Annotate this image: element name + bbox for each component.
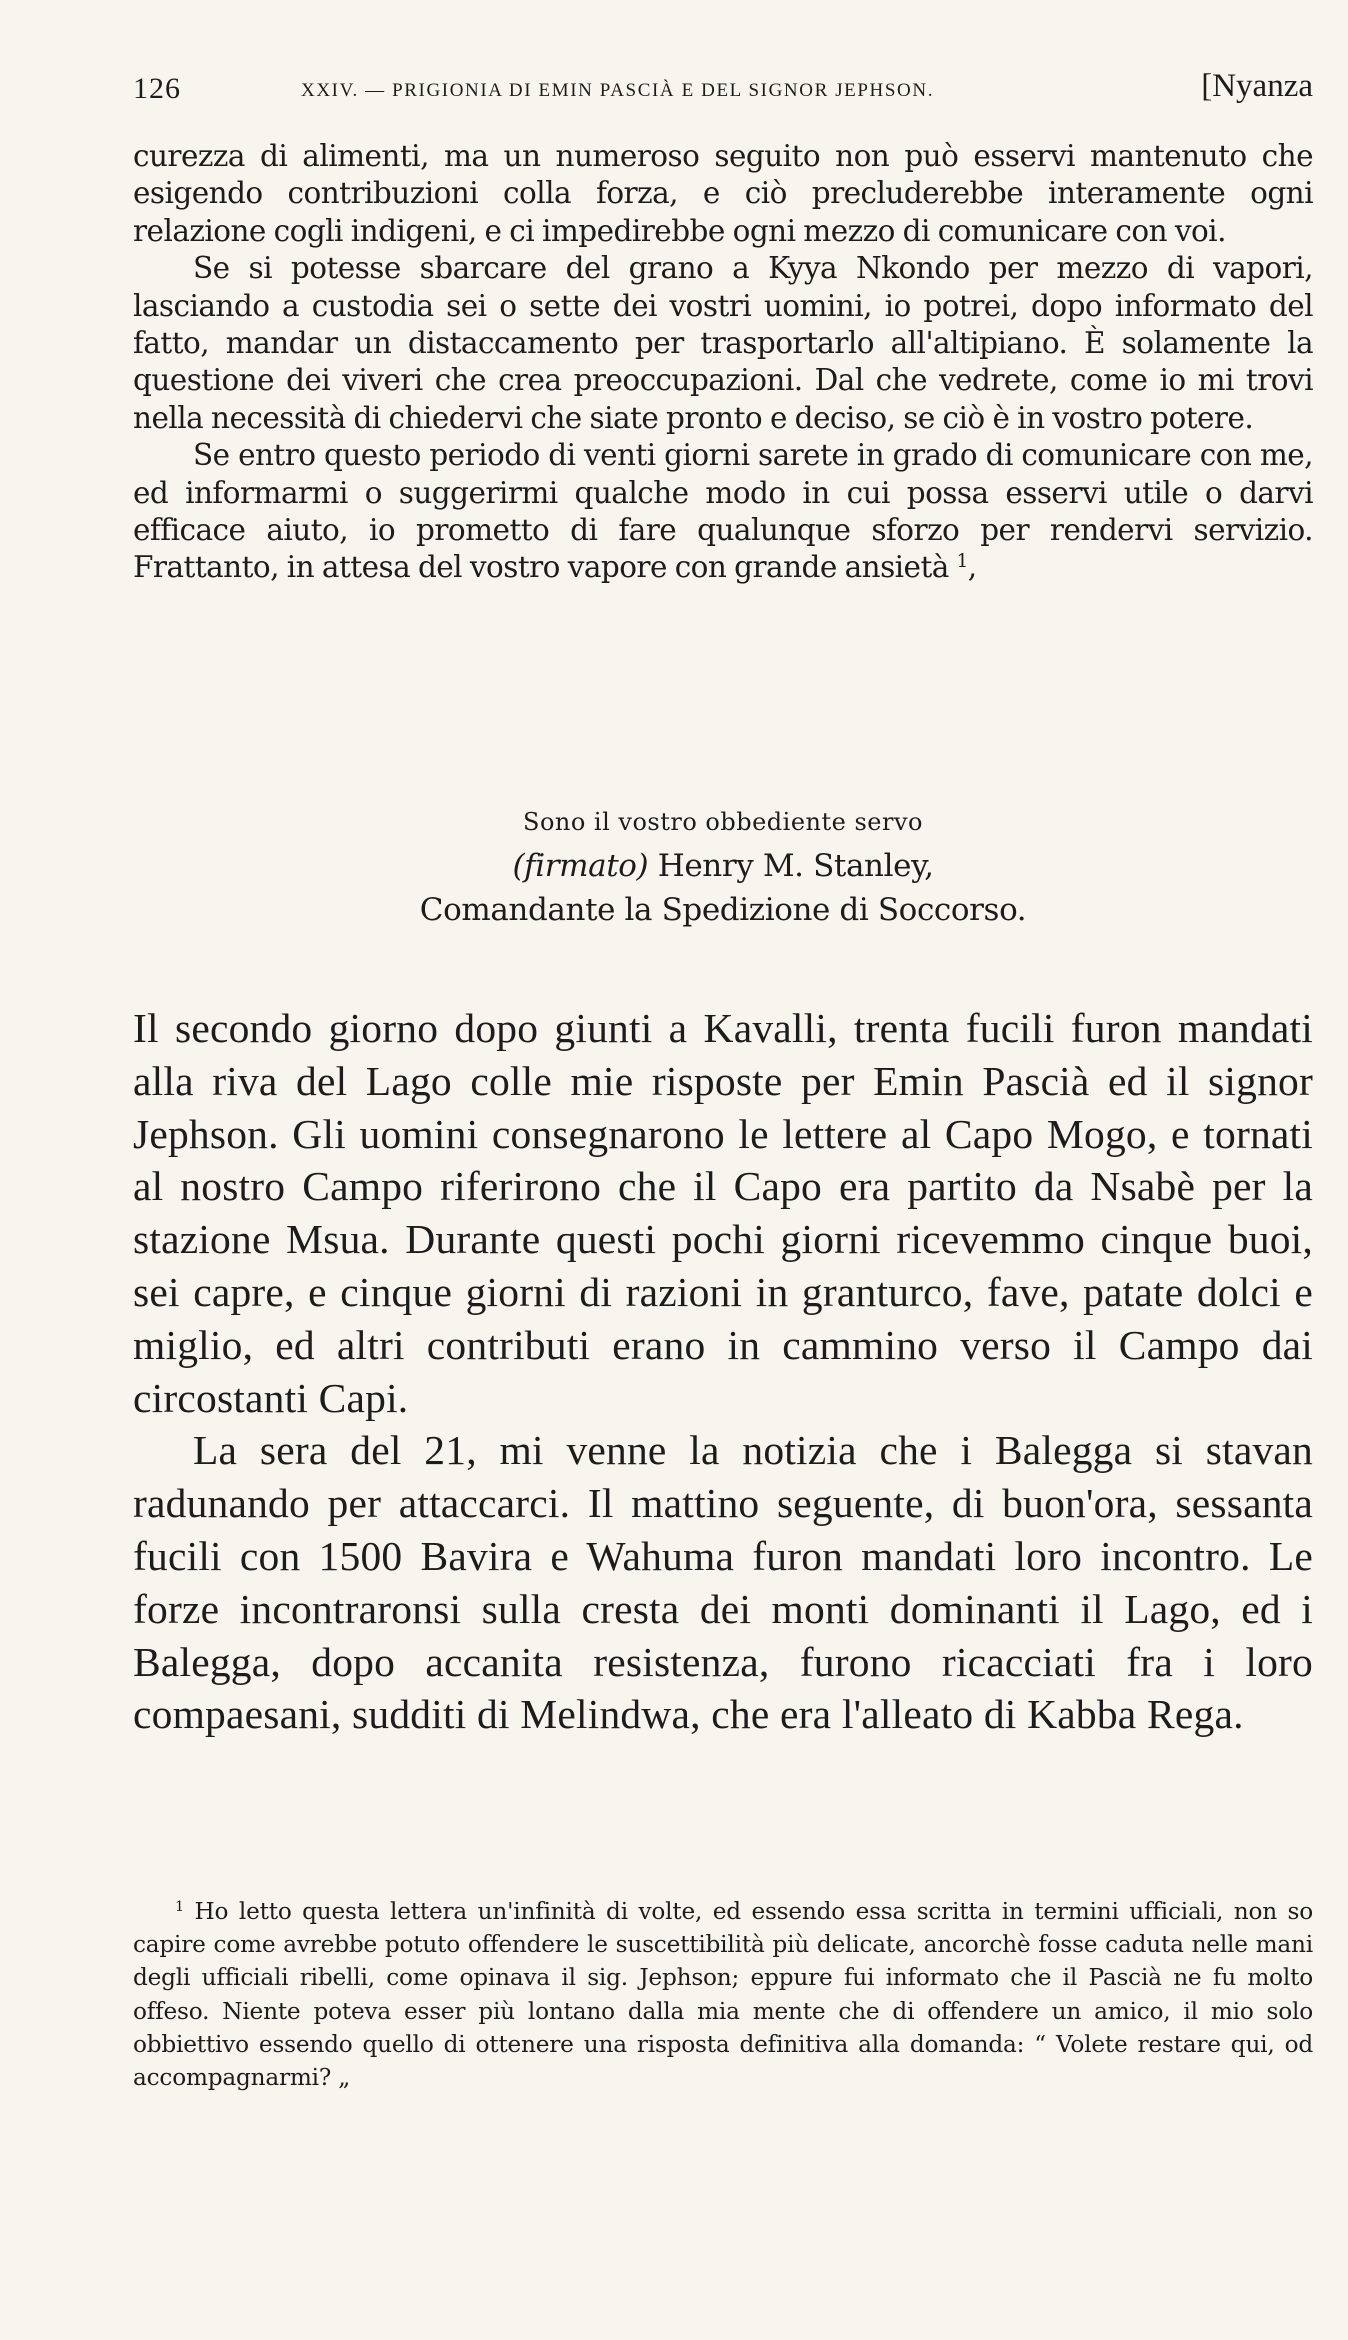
closing-title: Comandante la Spedizione di Soccorso. xyxy=(419,892,1027,928)
running-title: XXIV. — PRIGIONIA DI EMIN PASCIÀ E DEL SIGNOR JEPHSON. xyxy=(301,80,935,101)
signature-name: Henry M. Stanley, xyxy=(657,848,934,884)
section-tag: [Nyanza xyxy=(1201,68,1313,104)
footnote-marker: 1 xyxy=(175,1899,184,1916)
narrative-paragraph: La sera del 21, mi venne la notizia che i Balegga si stavan radunando per attaccarci. Il mattino seguente, di buon'ora, sessanta fucili con 1500 Bavira e Wahuma furon mandati loro incontro. Le forze incontraronsi sulla cresta dei monti dominanti il Lago, ed i Balegga, dopo accanita resistenza, furono ricacciati fra i loro compaesani, sudditi di Melindwa, che era l'alleato di Kabba Rega. xyxy=(133,1427,1313,1738)
closing-signature-line xyxy=(133,844,1313,888)
footnote-text: Ho letto questa lettera un'infinità di volte, ed essendo essa scritta in termini ufficiali, non so capire come avrebbe potuto offendere le suscettibilità più delicate, ancorchè fosse caduta nelle mani degli ufficiali ribelli, come opinava il sig. Jephson; eppure fui informato che il Pascià ne fu molto offeso. Niente poteva esser più lontano dalla mia mente che di offendere un amico, il mio solo obbiettivo essendo quello di ottenere una risposta definitiva alla domanda: “ Volete restare qui, od accompagnarmi? „ xyxy=(133,1898,1313,2092)
letter-closing xyxy=(133,800,1313,932)
trailing-comma: , xyxy=(967,550,977,585)
letter-paragraph-text: Se entro questo periodo di venti giorni sarete in grado di comunicare con me, ed informarmi o suggerirmi qualche modo in cui possa esservi utile o darvi efficace aiuto, io prometto di fare qualunque sforzo per rendervi servizio. Frattanto, in attesa del vostro vapore con grande ansietà xyxy=(133,438,1313,585)
letter-paragraph: curezza di alimenti, ma un numeroso seguito non può esservi mantenuto che esigendo contribuzioni colla forza, e ciò precluderebbe interamente ogni relazione cogli indigeni, e ci impedirebbe ogni mezzo di comunicare con voi. xyxy=(133,139,1313,248)
firmato-label: (firmato) xyxy=(512,848,649,884)
narrative-body xyxy=(133,1002,1313,1741)
footnote xyxy=(133,1895,1313,2094)
narrative-paragraph: Il secondo giorno dopo giunti a Kavalli, trenta fucili furon mandati alla riva del Lago colle mie risposte per Emin Pascià ed il signor Jephson. Gli uomini consegnarono le lettere al Capo Mogo, e tornati al nostro Campo riferirono che il Capo era partito da Nsabè per la stazione Msua. Durante questi pochi giorni ricevemmo cinque buoi, sei capre, e cinque giorni di razioni in granturco, fave, patate dolci e miglio, ed altri contributi erano in cammino verso il Campo dai circostanti Capi. xyxy=(133,1005,1313,1421)
closing-salutation: Sono il vostro obbediente servo xyxy=(523,808,923,836)
letter-paragraph xyxy=(133,437,1313,587)
page-number: 126 xyxy=(133,72,181,105)
letter-body xyxy=(133,138,1313,587)
footnote-reference[interactable]: 1 xyxy=(956,551,968,573)
page-header xyxy=(133,68,1313,116)
footnote-paragraph xyxy=(133,1895,1313,2094)
letter-paragraph: Se si potesse sbarcare del grano a Kyya Nkondo per mezzo di vapori, lasciando a custodia sei o sette dei vostri uomini, io potrei, dopo informato del fatto, mandar un distaccamento per trasportarlo all'altipiano. È solamente la questione dei viveri che crea preoccupazioni. Dal che vedrete, come io mi trovi nella necessità di chiedervi che siate pronto e deciso, se ciò è in vostro potere. xyxy=(133,251,1313,435)
